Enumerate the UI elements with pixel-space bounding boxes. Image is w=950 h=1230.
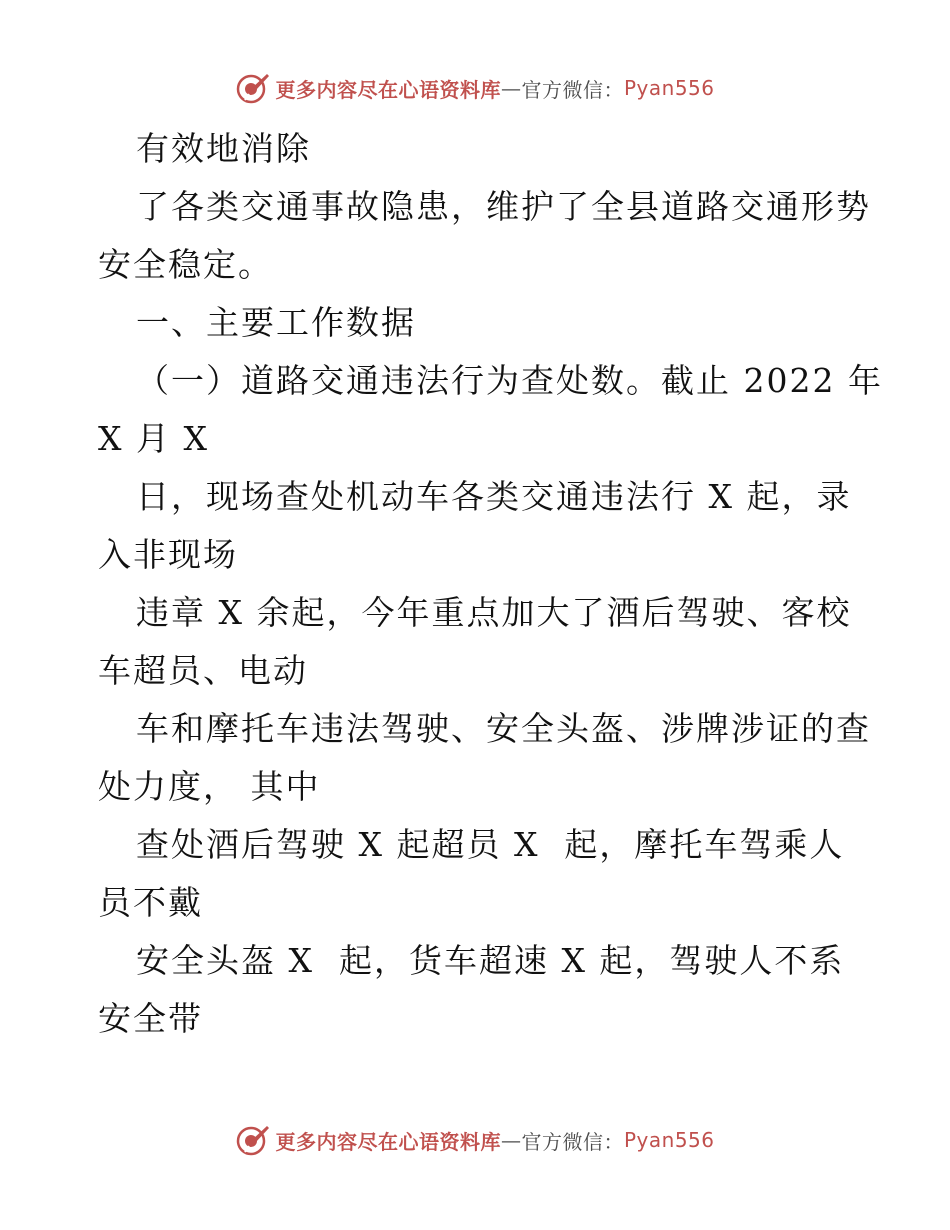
document-body (98, 120, 883, 1048)
pen-logo-icon (235, 70, 271, 106)
text-line: （一）道路交通违法行为查处数。截止 2022 年 (136, 361, 883, 400)
watermark-dark-text: 官方微信： (521, 1129, 624, 1154)
text-line: 违章 X 余起，今年重点加大了酒后驾驶、客校 (136, 593, 852, 632)
text-line: 安全稳定。 (98, 245, 273, 284)
watermark-red-text: 更多内容尽在心语资料库 (275, 1129, 501, 1154)
text-line: 安全头盔 X 起，货车超速 X 起，驾驶人不系 (136, 941, 845, 980)
footer-watermark (0, 1122, 950, 1158)
text-line: 入非现场 (98, 535, 238, 574)
text-line: 日，现场查处机动车各类交通违法行 X 起，录 (136, 477, 852, 516)
watermark-red-text: 更多内容尽在心语资料库 (275, 77, 501, 102)
text-line: 了各类交通事故隐患，维护了全县道路交通形势 (136, 187, 871, 226)
text-line: 查处酒后驾驶 X 起超员 X 起，摩托车驾乘人 (136, 825, 845, 864)
text-line: 安全带 (98, 999, 203, 1038)
watermark-dash: — (500, 1128, 522, 1152)
section-heading: 一、主要工作数据 (136, 303, 416, 342)
watermark-dark-text: 官方微信： (521, 77, 624, 102)
text-line: 车超员、电动 (98, 651, 308, 690)
text-line: 处力度， 其中 (98, 767, 321, 806)
text-line: 员不戴 (98, 883, 203, 922)
watermark-id: Pyan556 (623, 76, 715, 100)
text-line: 有效地消除 (136, 129, 311, 168)
header-watermark (0, 70, 950, 106)
watermark-id: Pyan556 (623, 1128, 715, 1152)
text-line: 车和摩托车违法驾驶、安全头盔、涉牌涉证的查 (136, 709, 871, 748)
pen-logo-icon (235, 1122, 271, 1158)
text-line: X 月 X (98, 419, 209, 458)
watermark-dash: — (500, 76, 522, 100)
